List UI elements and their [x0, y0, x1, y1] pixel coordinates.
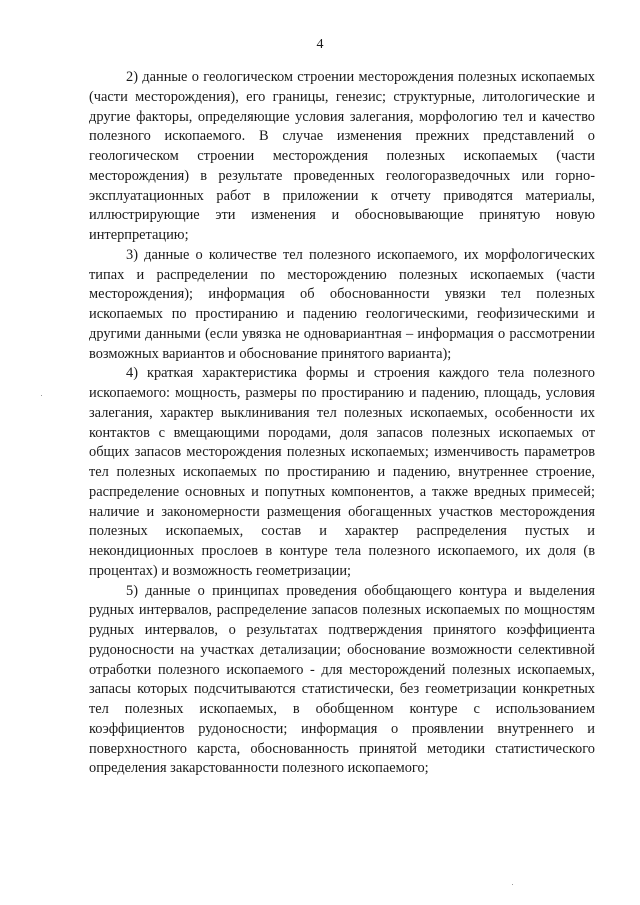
document-body	[89, 68, 595, 779]
scan-artifact-dot	[512, 884, 513, 885]
paragraph-item-4: 4) краткая характеристика формы и строения каждого тела полезного ископаемого: мощность, размеры по простиранию и падению, площадь, условия залегания, характер выклинивания тел полезных ископаемых, особенности их контактов с вмещающими породами, доля запасов полезных ископаемых от общих запасов месторождения полезных ископаемых; изменчивость параметров тел полезных ископаемых по простиранию и падению, внутреннее строение, распределение основных и попутных компонентов, а также вредных примесей; наличие и закономерности размещения обогащенных участков месторождения полезных ископаемых, состав и характер распределения пустых и некондиционных прослоев в контуре тела полезного ископаемого, их доля (в процентах) и возможность геометризации;	[89, 365, 595, 579]
page-number: 4	[316, 37, 324, 52]
paragraph-item-3: 3) данные о количестве тел полезного ископаемого, их морфологических типах и распределении по месторождению полезных ископаемых (части месторождения); информация об обоснованности увязки тел полезных ископаемых по простиранию и падению геологическими, геофизическими и другими данными (если увязка не одновариантная – информация о рассмотрении возможных вариантов и обоснование принятого варианта);	[89, 246, 595, 362]
scan-artifact-dot	[41, 395, 42, 396]
paragraph-item-2: 2) данные о геологическом строении месторождения полезных ископаемых (части месторождения), его границы, генезис; структурные, литологические и другие факторы, определяющие условия залегания, морфологию тел и качество полезного ископаемого. В случае изменения прежних представлений о геологическом строении месторождения полезных ископаемых (части месторождения) в результате проведенных геологоразведочных или горно-эксплуатационных работ в приложении к отчету приводятся материалы, иллюстрирующие эти изменения и обосновывающие принятую новую интерпретацию;	[89, 69, 595, 243]
paragraph-item-5: 5) данные о принципах проведения обобщающего контура и выделения рудных интервалов, распределение запасов полезных ископаемых по мощностям рудных интервалов, о результатах подтверждения принятого коэффициента рудоносности на участках детализации; обоснование возможности селективной отработки полезного ископаемого - для месторождений полезных ископаемых, запасы которых подсчитываются статистически, без геометризации конкретных тел полезных ископаемых, в обобщенном контуре с использованием коэффициентов рудоносности; информация о проявлении внутреннего и поверхностного карста, обоснованность принятой методики статистического определения закарстованности полезного ископаемого;	[89, 582, 595, 777]
